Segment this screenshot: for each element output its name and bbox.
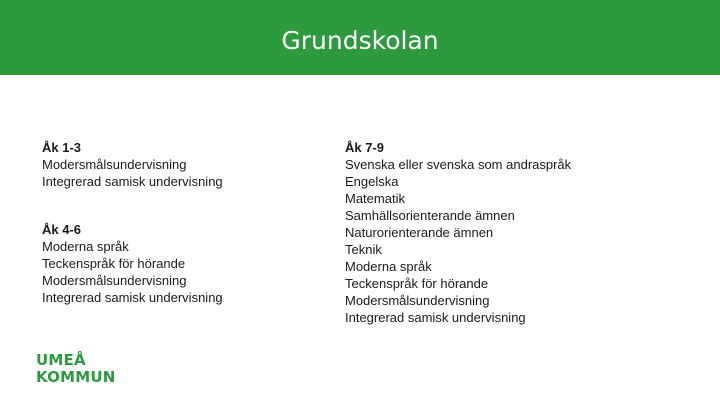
logo-line-umea: UMEÅ xyxy=(36,351,86,369)
grade-group-4-6 xyxy=(42,221,322,306)
grade-heading: Åk 4-6 xyxy=(42,222,82,237)
header-banner xyxy=(0,0,720,75)
subject-item: Naturorienterande ämnen xyxy=(345,225,494,240)
subject-item: Integrerad samisk undervisning xyxy=(42,290,223,305)
subject-item: Teckenspråk för hörande xyxy=(345,276,489,291)
subject-item: Samhällsorienterande ämnen xyxy=(345,208,515,223)
grade-group-7-9 xyxy=(345,139,675,326)
grade-heading: Åk 1-3 xyxy=(42,140,82,155)
right-column xyxy=(345,139,675,357)
subject-item: Modersmålsundervisning xyxy=(42,157,187,172)
subject-item: Teknik xyxy=(345,242,382,257)
subject-item: Modersmålsundervisning xyxy=(345,293,490,308)
logo-line-kommun: KOMMUN xyxy=(36,368,116,386)
grade-group-1-3 xyxy=(42,139,322,190)
umea-kommun-logo xyxy=(36,352,126,392)
subject-item: Engelska xyxy=(345,174,399,189)
subject-item: Integrerad samisk undervisning xyxy=(42,174,223,189)
page-title: Grundskolan xyxy=(281,26,439,55)
grade-heading: Åk 7-9 xyxy=(345,140,385,155)
subject-item: Moderna språk xyxy=(42,239,129,254)
left-column xyxy=(42,139,322,337)
subject-item: Matematik xyxy=(345,191,405,206)
subject-item: Integrerad samisk undervisning xyxy=(345,310,526,325)
subject-item: Svenska eller svenska som andraspråk xyxy=(345,157,572,172)
subject-item: Teckenspråk för hörande xyxy=(42,256,186,271)
subject-item: Modersmålsundervisning xyxy=(42,273,187,288)
subject-item: Moderna språk xyxy=(345,259,432,274)
